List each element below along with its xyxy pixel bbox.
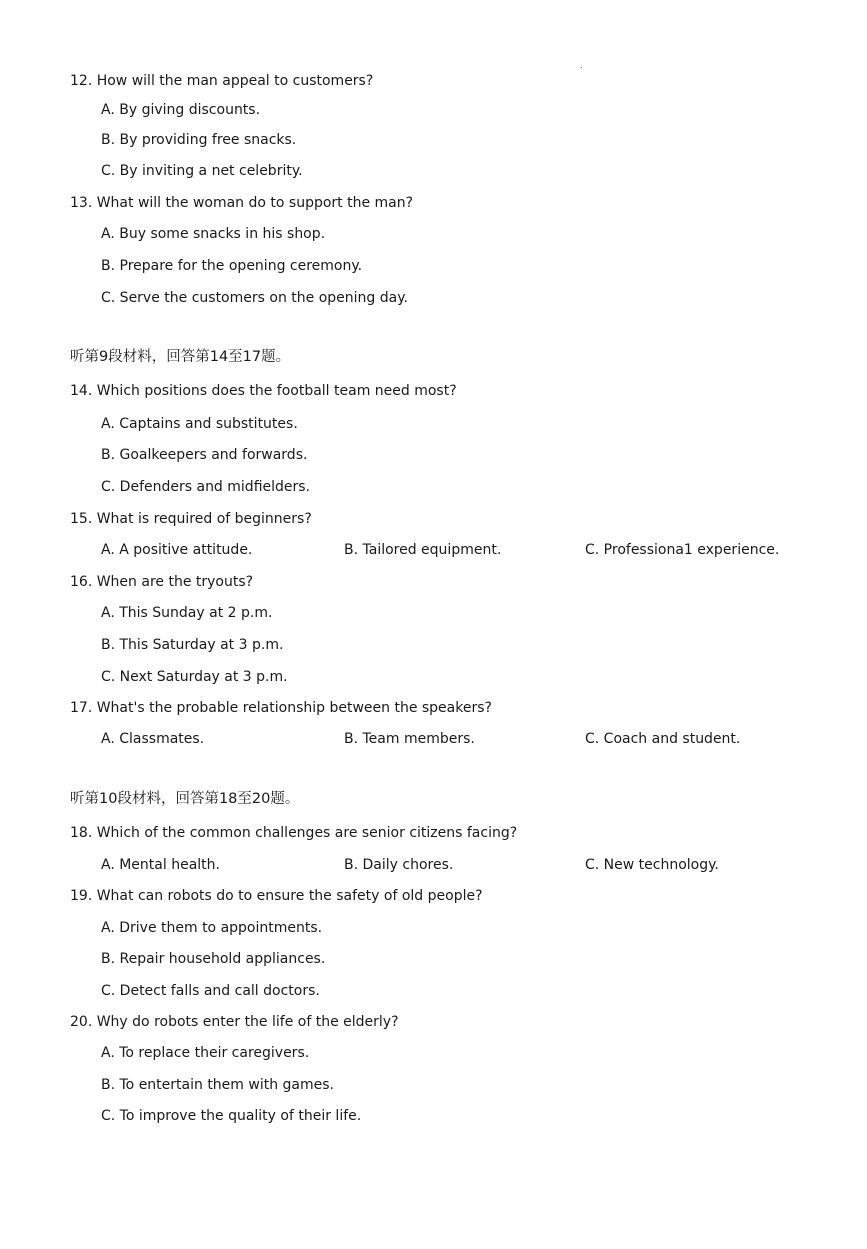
question-12-option-b: B. By providing free snacks. — [101, 132, 297, 148]
question-18-option-a: A. Mental health. — [101, 857, 220, 873]
question-13-option-a: A. Buy some snacks in his shop. — [101, 226, 326, 242]
section-header-9: 听第9段材料，回答第14至17题。 — [70, 349, 291, 365]
question-15-option-a: A. A positive attitude. — [101, 542, 253, 558]
question-19-stem: 19. What can robots do to ensure the safety of old people? — [70, 888, 483, 904]
question-16-option-a: A. This Sunday at 2 p.m. — [101, 605, 273, 621]
question-12-option-c: C. By inviting a net celebrity. — [101, 163, 303, 179]
question-14-option-c: C. Defenders and midfielders. — [101, 479, 311, 495]
question-17-stem: 17. What's the probable relationship between the speakers? — [70, 700, 492, 716]
question-16-stem: 16. When are the tryouts? — [70, 574, 254, 590]
question-12-option-a: A. By giving discounts. — [101, 102, 261, 118]
question-12-stem: 12. How will the man appeal to customers? — [70, 73, 374, 89]
question-15-option-b: B. Tailored equipment. — [344, 542, 502, 558]
question-20-stem: 20. Why do robots enter the life of the elderly? — [70, 1014, 399, 1030]
question-16-option-c: C. Next Saturday at 3 p.m. — [101, 669, 288, 685]
question-17-option-b: B. Team members. — [344, 731, 475, 747]
question-13-stem: 13. What will the woman do to support the man? — [70, 195, 414, 211]
scan-speck — [581, 67, 582, 68]
section-header-10: 听第10段材料，回答第18至20题。 — [70, 791, 300, 807]
question-18-stem: 18. Which of the common challenges are senior citizens facing? — [70, 825, 518, 841]
question-19-option-a: A. Drive them to appointments. — [101, 920, 323, 936]
question-20-option-b: B. To entertain them with games. — [101, 1077, 334, 1093]
question-14-option-b: B. Goalkeepers and forwards. — [101, 447, 308, 463]
question-13-option-c: C. Serve the customers on the opening day. — [101, 290, 408, 306]
question-14-option-a: A. Captains and substitutes. — [101, 416, 298, 432]
question-19-option-b: B. Repair household appliances. — [101, 951, 326, 967]
question-20-option-c: C. To improve the quality of their life. — [101, 1108, 362, 1124]
question-13-option-b: B. Prepare for the opening ceremony. — [101, 258, 363, 274]
question-18-option-c: C. New technology. — [585, 857, 719, 873]
question-15-option-c: C. Professiona1 experience. — [585, 542, 780, 558]
question-17-option-a: A. Classmates. — [101, 731, 205, 747]
question-15-stem: 15. What is required of beginners? — [70, 511, 312, 527]
question-17-option-c: C. Coach and student. — [585, 731, 741, 747]
question-19-option-c: C. Detect falls and call doctors. — [101, 983, 320, 999]
question-20-option-a: A. To replace their caregivers. — [101, 1045, 310, 1061]
question-14-stem: 14. Which positions does the football team need most? — [70, 383, 457, 399]
question-16-option-b: B. This Saturday at 3 p.m. — [101, 637, 284, 653]
question-18-option-b: B. Daily chores. — [344, 857, 454, 873]
